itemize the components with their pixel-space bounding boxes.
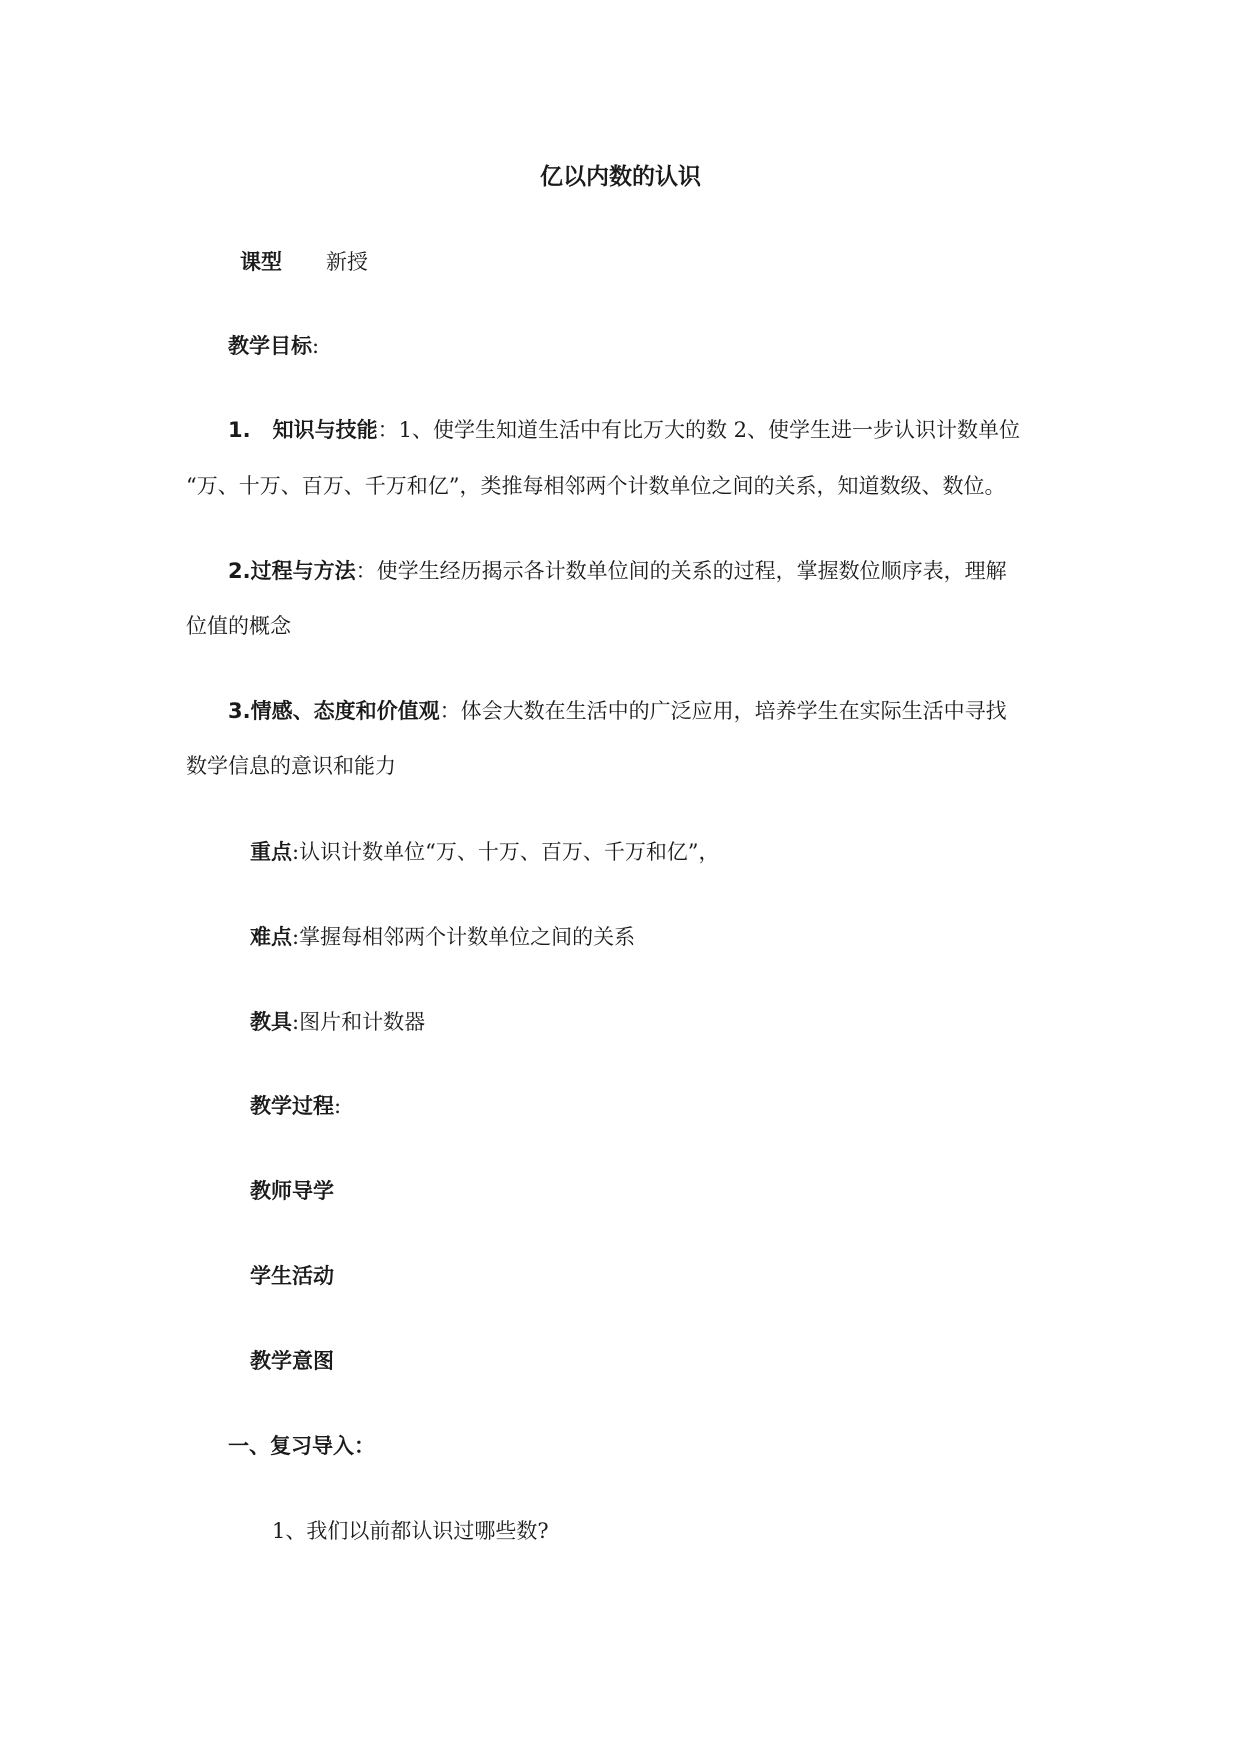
objective-1-number: 1.	[228, 418, 251, 442]
difficulty-row: 难点:掌握每相邻两个计数单位之间的关系	[250, 925, 636, 949]
objective-3-line-1: 3.情感、态度和价值观：体会大数在生活中的广泛应用，培养学生在实际生活中寻找	[228, 699, 1007, 723]
objective-2-line-2: 位值的概念	[186, 614, 291, 638]
column-student-activity: 学生活动	[250, 1264, 334, 1288]
objective-3-text: 体会大数在生活中的广泛应用，培养学生在实际生活中寻找	[460, 699, 1007, 723]
section-1-question-1: 1、我们以前都认识过哪些数?	[272, 1519, 549, 1543]
section-1-heading: 一、复习导入：	[228, 1434, 375, 1458]
lesson-type-label: 课型	[240, 250, 282, 274]
objective-1-text: 1、使学生知道生活中有比万大的数 2、使学生进一步认识计数单位	[398, 418, 1020, 442]
difficulty-label: 难点	[250, 925, 292, 949]
objective-3-label: 情感、态度和价值观	[250, 699, 440, 723]
key-point-row: 重点:认识计数单位“万、十万、百万、千万和亿”，	[250, 840, 720, 864]
column-teacher-guide: 教师导学	[250, 1179, 334, 1203]
objective-1-label: 知识与技能	[272, 418, 378, 442]
objective-2-text: 使学生经历揭示各计数单位间的关系的过程，掌握数位顺序表，理解	[376, 559, 1007, 583]
objectives-heading: 教学目标:	[228, 334, 320, 358]
tools-label: 教具	[250, 1010, 292, 1034]
tools-text: 图片和计数器	[299, 1010, 426, 1034]
lesson-type-row	[240, 252, 368, 273]
key-point-text: 认识计数单位“万、十万、百万、千万和亿”，	[299, 840, 720, 864]
tools-row: 教具:图片和计数器	[250, 1010, 426, 1034]
process-heading: 教学过程:	[250, 1094, 342, 1118]
objective-1-line-2: “万、十万、百万、千万和亿”，类推每相邻两个计数单位之间的关系，知道数级、数位。	[186, 474, 1006, 498]
lesson-type-value: 新授	[326, 250, 368, 274]
objective-2-label: 过程与方法	[250, 559, 356, 583]
document-title: 亿以内数的认识	[540, 164, 701, 190]
objective-3-line-2: 数学信息的意识和能力	[186, 754, 396, 778]
objective-1-line-1: 1. 知识与技能：1、使学生知道生活中有比万大的数 2、使学生进一步认识计数单位	[228, 418, 1020, 442]
key-point-label: 重点	[250, 840, 292, 864]
objective-3-number: 3.	[228, 699, 251, 723]
objective-2-line-1: 2.过程与方法：使学生经历揭示各计数单位间的关系的过程，掌握数位顺序表，理解	[228, 559, 1007, 583]
objective-2-number: 2.	[228, 559, 251, 583]
difficulty-text: 掌握每相邻两个计数单位之间的关系	[299, 925, 636, 949]
column-teaching-intent: 教学意图	[250, 1349, 334, 1373]
